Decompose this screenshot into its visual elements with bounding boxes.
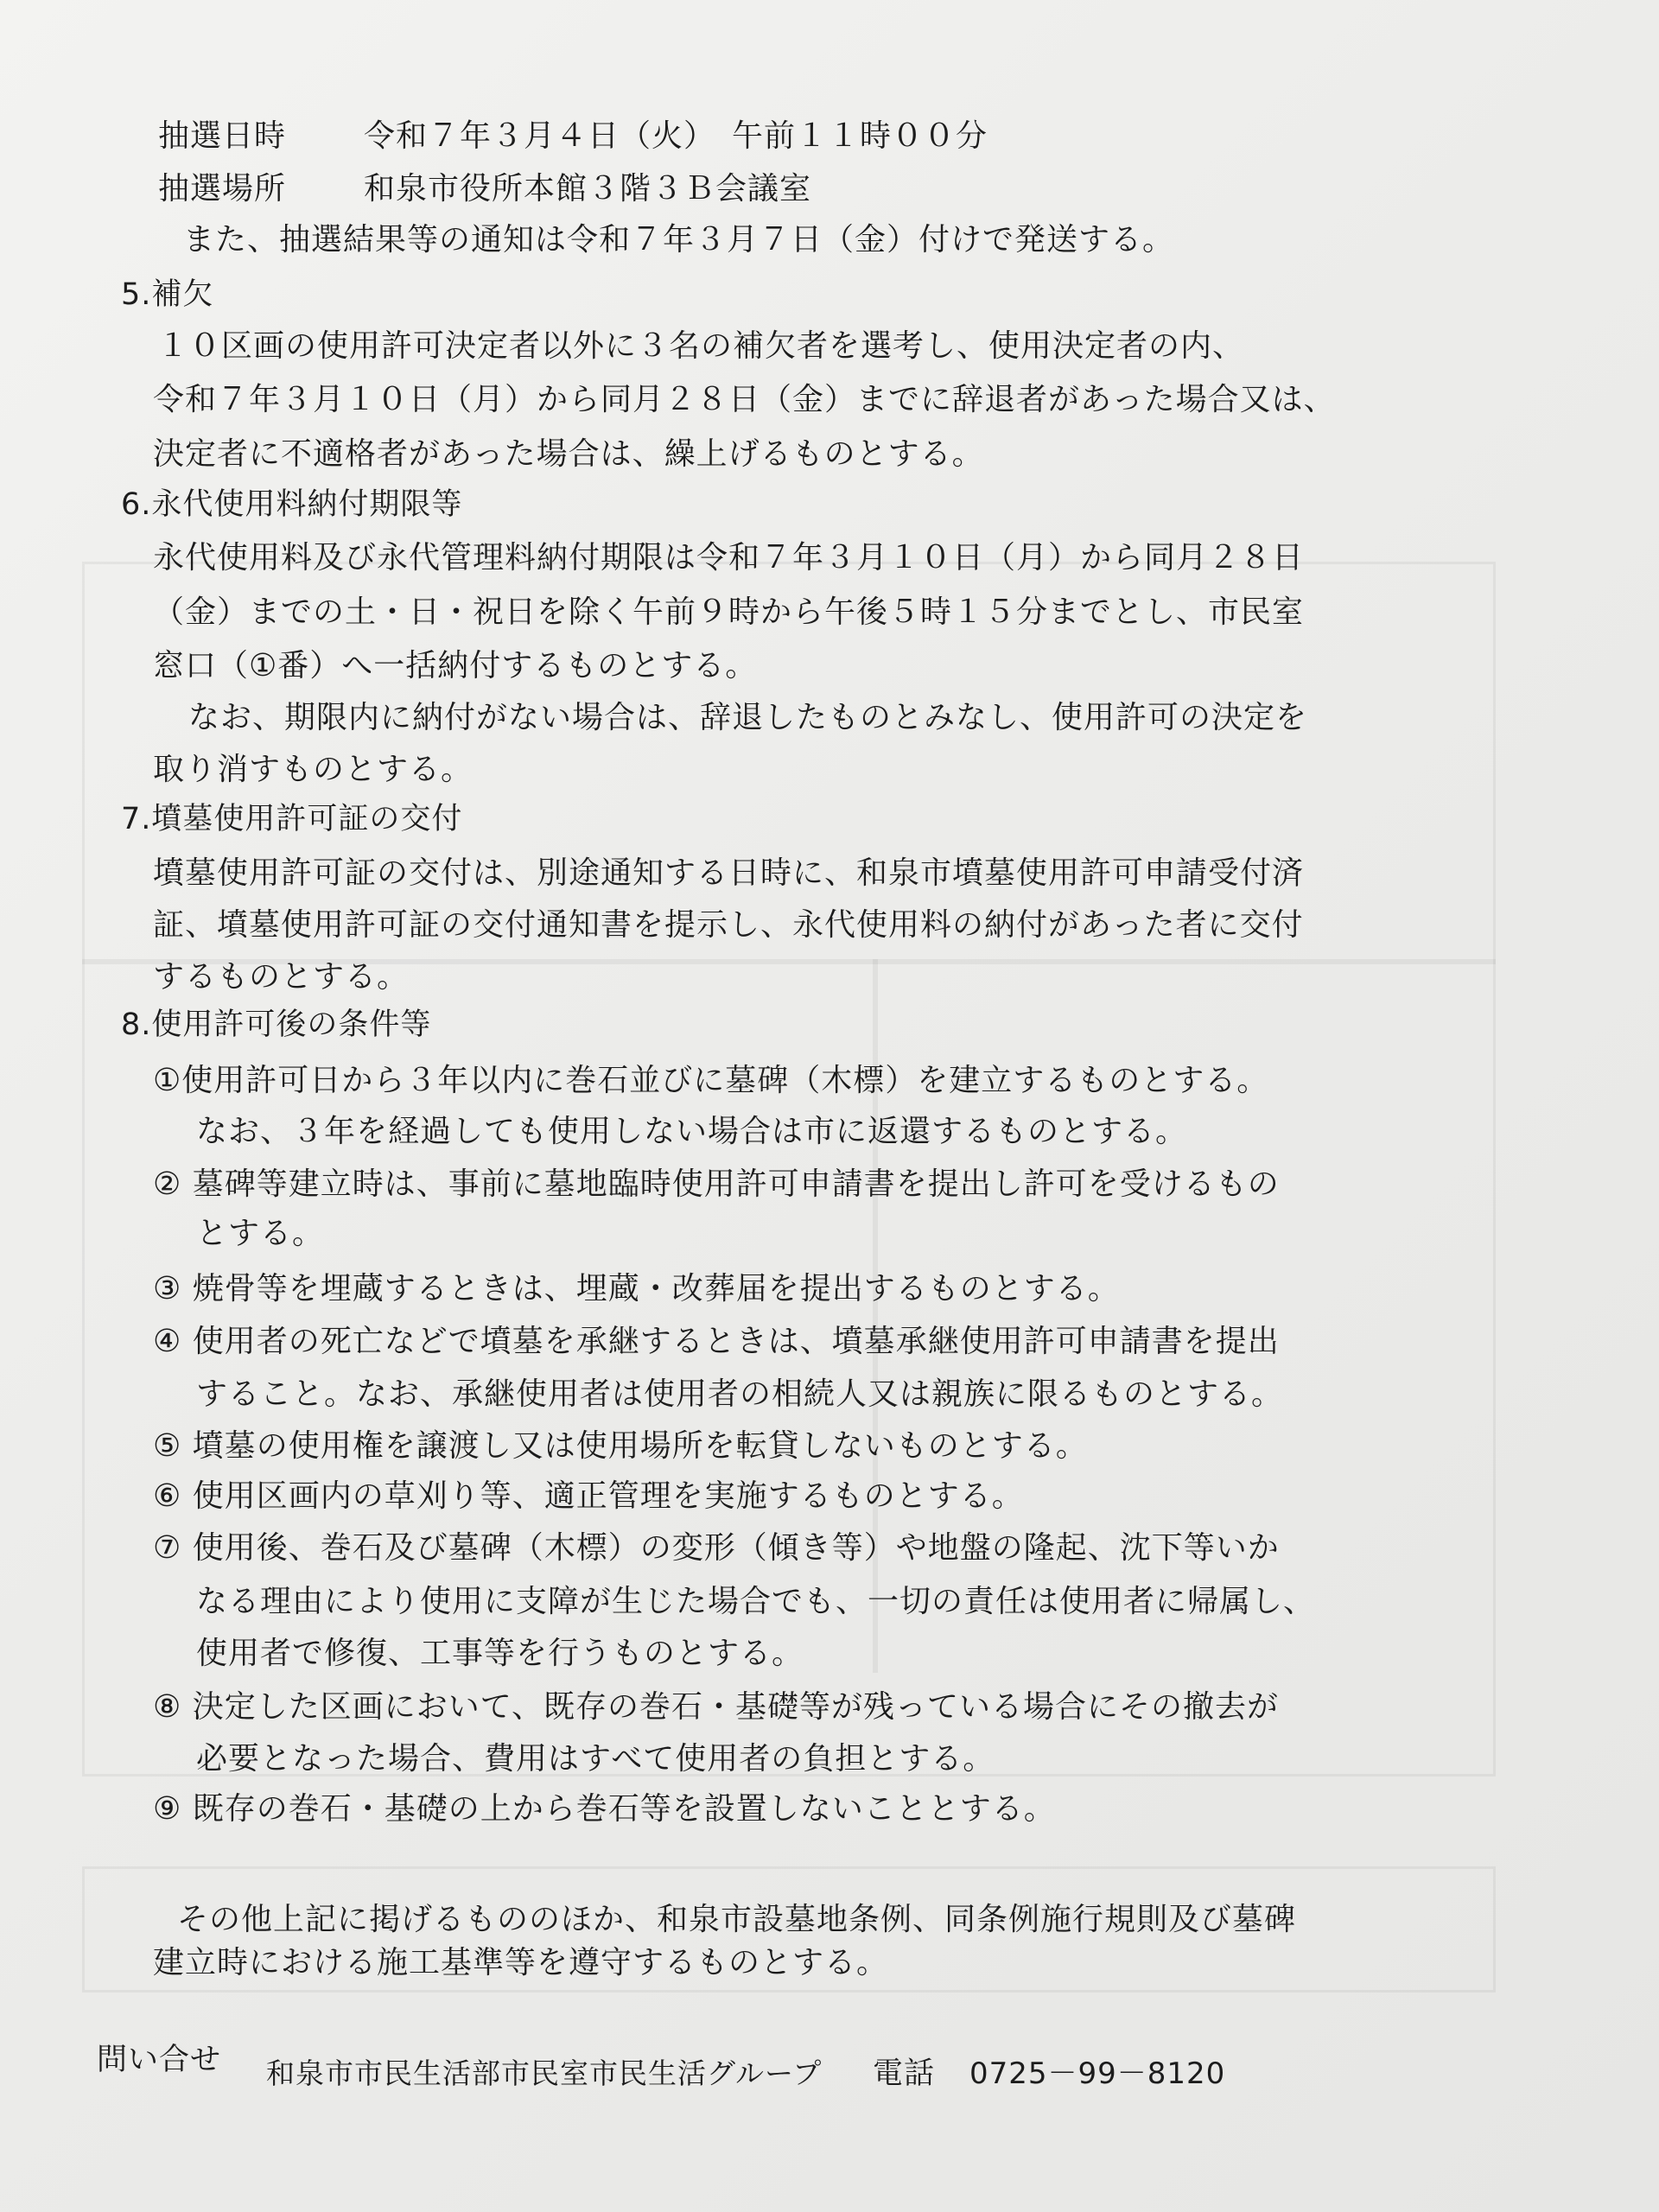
paragraph-line: 令和７年３月１０日（月）から同月２８日（金）までに辞退者があった場合又は、 (153, 382, 1336, 417)
lottery-date-value: 令和７年３月４日（火） 午前１１時００分 (364, 118, 988, 154)
lottery-date-label: 抽選日時 (158, 118, 287, 154)
lottery-place-label: 抽選場所 (158, 171, 287, 207)
paragraph-line: 永代使用料及び永代管理料納付期限は令和７年３月１０日（月）から同月２８日 (153, 540, 1305, 575)
section-heading-6: 6.永代使用料納付期限等 (121, 487, 463, 522)
contact-label: 問い合せ (97, 2043, 222, 2077)
condition-item-1: ①使用許可日から３年以内に巻石並びに墓碑（木標）を建立するものとする。 (153, 1063, 1269, 1098)
paragraph-line: 取り消すものとする。 (153, 752, 474, 787)
condition-item-1-cont: なお、３年を経過しても使用しない場合は市に返還するものとする。 (196, 1114, 1188, 1149)
section-heading-7: 7.墳墓使用許可証の交付 (121, 802, 463, 836)
lottery-date-line (158, 114, 988, 159)
condition-item-4: ④ 使用者の死亡などで墳墓を承継するときは、墳墓承継使用許可申請書を提出 (153, 1324, 1280, 1359)
paragraph-line: なお、期限内に納付がない場合は、辞退したものとみなし、使用許可の決定を (188, 700, 1308, 735)
lottery-place-line (158, 167, 811, 212)
condition-item-4-cont: すること。なお、承継使用者は使用者の相続人又は親族に限るものとする。 (196, 1376, 1284, 1412)
paragraph-line: 窓口（①番）へ一括納付するものとする。 (153, 648, 758, 683)
paragraph-line: １０区画の使用許可決定者以外に３名の補欠者を選考し、使用決定者の内、 (157, 328, 1245, 364)
condition-item-6: ⑥ 使用区画内の草刈り等、適正管理を実施するものとする。 (153, 1478, 1024, 1514)
contact-department: 和泉市市民生活部市民室市民生活グループ (266, 2056, 823, 2090)
section-heading-5: 5.補欠 (121, 277, 214, 312)
condition-item-8-cont: 必要となった場合、費用はすべて使用者の負担とする。 (196, 1741, 995, 1777)
condition-item-7-cont: 使用者で修復、工事等を行うものとする。 (196, 1636, 804, 1671)
paragraph-line: （金）までの土・日・祝日を除く午前９時から午後５時１５分までとし、市民室 (153, 594, 1305, 630)
contact-phone-label: 電話 (873, 2056, 936, 2091)
lottery-notice: また、抽選結果等の通知は令和７年３月７日（金）付けで発送する。 (183, 222, 1175, 257)
condition-item-2-cont: とする。 (196, 1216, 325, 1251)
paragraph-line: 証、墳墓使用許可証の交付通知書を提示し、永代使用料の納付があった者に交付 (153, 907, 1304, 943)
condition-item-9: ⑨ 既存の巻石・基礎の上から巻石等を設置しないこととする。 (153, 1791, 1056, 1827)
condition-item-5: ⑤ 墳墓の使用権を譲渡し又は使用場所を転貸しないものとする。 (153, 1428, 1088, 1464)
section-heading-8: 8.使用許可後の条件等 (121, 1007, 432, 1042)
paragraph-line: 墳墓使用許可証の交付は、別途通知する日時に、和泉市墳墓使用許可申請受付済 (153, 855, 1305, 891)
condition-item-8: ⑧ 決定した区画において、既存の巻石・基礎等が残っている場合にその撤去が (153, 1689, 1279, 1725)
condition-item-2: ② 墓碑等建立時は、事前に墓地臨時使用許可申請書を提出し許可を受けるもの (153, 1166, 1280, 1202)
closing-line: その他上記に掲げるもののほか、和泉市設墓地条例、同条例施行規則及び墓碑 (177, 1902, 1297, 1937)
closing-line: 建立時における施工基準等を遵守するものとする。 (153, 1945, 889, 1980)
contact-phone: 0725－99－8120 (969, 2056, 1226, 2091)
paragraph-line: 決定者に不適格者があった場合は、繰上げるものとする。 (153, 436, 984, 472)
paragraph-line: するものとする。 (153, 959, 410, 995)
condition-item-3: ③ 焼骨等を埋蔵するときは、埋蔵・改葬届を提出するものとする。 (153, 1271, 1120, 1306)
condition-item-7-cont: なる理由により使用に支障が生じた場合でも、一切の責任は使用者に帰属し、 (196, 1584, 1316, 1619)
lottery-place-value: 和泉市役所本館３階３Ｂ会議室 (364, 171, 812, 207)
condition-item-7: ⑦ 使用後、巻石及び墓碑（木標）の変形（傾き等）や地盤の隆起、沈下等いか (153, 1530, 1280, 1566)
